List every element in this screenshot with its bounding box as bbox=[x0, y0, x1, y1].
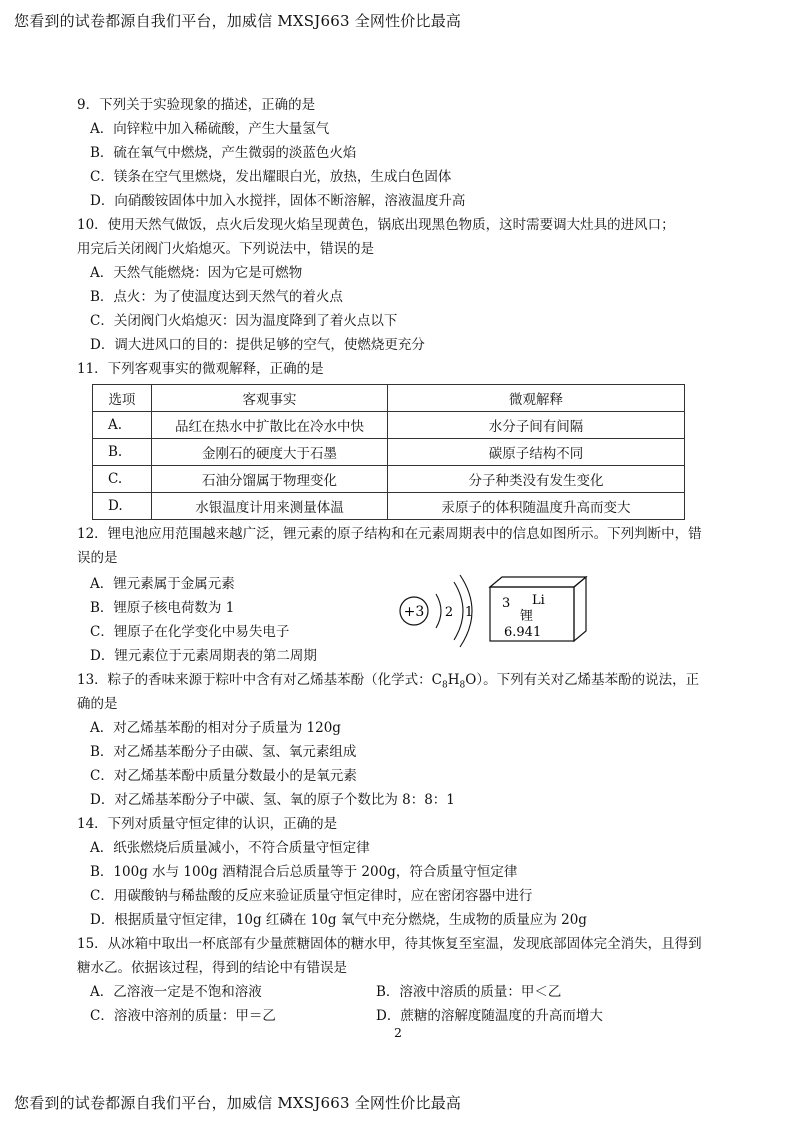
table-cell: 品红在热水中扩散比在冷水中快 bbox=[151, 412, 387, 439]
shell-electron-count: 2 bbox=[444, 605, 454, 620]
q13-option-a: A．对乙烯基苯酚的相对分子质量为 120g bbox=[90, 720, 341, 736]
table-header-row bbox=[93, 385, 685, 412]
atomic-number: 3 bbox=[502, 596, 511, 611]
q10-option-c: C．关闭阀门火焰熄灭：因为温度降到了着火点以下 bbox=[90, 313, 398, 329]
q11-stem: 11．下列客观事实的微观解释，正确的是 bbox=[77, 361, 324, 377]
q12-option-d: D．锂元素位于元素周期表的第二周期 bbox=[90, 648, 317, 664]
table-header: 微观解释 bbox=[388, 385, 685, 412]
table-header: 客观事实 bbox=[151, 385, 387, 412]
q14-option-d: D．根据质量守恒定律，10g 红磷在 10g 氧气中充分燃烧，生成物的质量应为 20g bbox=[90, 912, 587, 928]
q14-option-c: C．用碳酸钠与稀盐酸的反应来验证质量守恒定律时，应在密闭容器中进行 bbox=[90, 888, 533, 904]
q12-option-b: B．锂原子核电荷数为 1 bbox=[90, 600, 235, 616]
table-cell: 水分子间有间隔 bbox=[388, 412, 685, 439]
q10-option-a: A．天然气能燃烧：因为它是可燃物 bbox=[90, 265, 303, 281]
cube-side-face bbox=[574, 577, 586, 641]
q15-stem-line1: 15．从冰箱中取出一杯底部有少量蔗糖固体的糖水甲，待其恢复至室温，发现底部固体完全消失，且得到 bbox=[77, 936, 702, 952]
table-header: 选项 bbox=[93, 385, 152, 412]
table-row bbox=[93, 439, 685, 466]
table-cell: 水银温度计用来测量体温 bbox=[151, 493, 387, 520]
promo-banner-bottom: 您看到的试卷都源自我们平台，加威信 MXSJ663 全网性价比最高 bbox=[14, 1094, 462, 1112]
table-cell: 金刚石的硬度大于石墨 bbox=[151, 439, 387, 466]
element-symbol: Li bbox=[532, 593, 545, 608]
table-cell: B. bbox=[93, 439, 152, 466]
lithium-atom-structure-diagram bbox=[396, 572, 486, 652]
q13-stem-text-a: 13．粽子的香味来源于粽叶中含有对乙烯基苯酚（化学式：C bbox=[77, 672, 443, 688]
promo-banner-top: 您看到的试卷都源自我们平台，加威信 MXSJ663 全网性价比最高 bbox=[14, 12, 462, 30]
q15-option-c: C．溶液中溶剂的质量：甲＝乙 bbox=[90, 1008, 276, 1024]
nucleus-charge: +3 bbox=[403, 604, 425, 620]
q13-option-d: D．对乙烯基苯酚分子中碳、氢、氧的原子个数比为 8：8：1 bbox=[90, 792, 455, 808]
q12-stem-line2: 误的是 bbox=[77, 550, 118, 566]
q14-stem: 14．下列对质量守恒定律的认识，正确的是 bbox=[77, 816, 338, 832]
q9-stem: 9．下列关于实验现象的描述，正确的是 bbox=[77, 97, 316, 113]
table-cell: D. bbox=[93, 493, 152, 520]
formula-subscript: 8 bbox=[459, 680, 466, 691]
table-cell: 汞原子的体积随温度升高而变大 bbox=[388, 493, 685, 520]
q11-table bbox=[92, 384, 685, 520]
cube-top-face bbox=[490, 577, 586, 587]
q12-option-a: A．锂元素属于金属元素 bbox=[90, 576, 235, 592]
table-cell: 碳原子结构不同 bbox=[388, 439, 685, 466]
q15-option-a: A．乙溶液一定是不饱和溶液 bbox=[90, 984, 262, 1000]
q10-option-d: D．调大进风口的目的：提供足够的空气，使燃烧更充分 bbox=[90, 337, 425, 353]
table-row bbox=[93, 493, 685, 520]
q10-option-b: B．点火：为了使温度达到天然气的着火点 bbox=[90, 289, 343, 305]
q10-stem-line1: 10．使用天然气做饭，点火后发现火焰呈现黄色，锅底出现黑色物质，这时需要调大灶具的进风口； bbox=[77, 217, 675, 233]
table-row bbox=[93, 412, 685, 439]
q13-stem-line2: 确的是 bbox=[77, 696, 118, 712]
formula-subscript: 8 bbox=[442, 680, 448, 691]
q9-option-a: A．向锌粒中加入稀硫酸，产生大量氢气 bbox=[90, 121, 330, 137]
atomic-mass: 6.941 bbox=[504, 625, 542, 640]
q15-option-d: D．蔗糖的溶解度随温度的升高而增大 bbox=[376, 1008, 603, 1024]
formula-element: H bbox=[447, 672, 460, 688]
q9-option-c: C．镁条在空气里燃烧，发出耀眼白光，放热，生成白色固体 bbox=[90, 169, 452, 185]
q15-stem-line2: 糖水乙。依据该过程，得到的结论中有错误是 bbox=[77, 960, 347, 976]
q13-option-c: C．对乙烯基苯酚中质量分数最小的是氧元素 bbox=[90, 768, 357, 784]
table-row bbox=[93, 466, 685, 493]
q14-option-a: A．纸张燃烧后质量减小，不符合质量守恒定律 bbox=[90, 840, 370, 856]
q13-stem-text-b: O）。下列有关对乙烯基苯酚的说法，正 bbox=[465, 672, 700, 688]
table-cell: C. bbox=[93, 466, 152, 493]
electron-shell-arc bbox=[436, 594, 441, 628]
q13-stem-line1 bbox=[77, 670, 699, 696]
q12-option-c: C．锂原子在化学变化中易失电子 bbox=[90, 624, 290, 640]
periodic-table-cell-lithium bbox=[488, 575, 588, 643]
table-cell: A. bbox=[93, 412, 152, 439]
q13-option-b: B．对乙烯基苯酚分子由碳、氢、氧元素组成 bbox=[90, 744, 357, 760]
table-cell: 石油分馏属于物理变化 bbox=[151, 466, 387, 493]
shell-electron-count: 1 bbox=[464, 605, 474, 620]
q14-option-b: B．100g 水与 100g 酒精混合后总质量等于 200g，符合质量守恒定律 bbox=[90, 864, 518, 880]
q9-option-d: D．向硝酸铵固体中加入水搅拌，固体不断溶解，溶液温度升高 bbox=[90, 193, 466, 209]
element-name: 锂 bbox=[520, 609, 534, 624]
table-cell: 分子种类没有发生变化 bbox=[388, 466, 685, 493]
page-number: 2 bbox=[394, 1025, 402, 1040]
electron-shell-arc bbox=[454, 582, 463, 640]
q12-stem-line1: 12．锂电池应用范围越来越广泛，锂元素的原子结构和在元素周期表中的信息如图所示。下列判断中，错 bbox=[77, 526, 702, 542]
q10-stem-line2: 用完后关闭阀门火焰熄灭。下列说法中，错误的是 bbox=[77, 241, 374, 257]
q15-option-b: B．溶液中溶质的质量：甲＜乙 bbox=[376, 984, 562, 1000]
q9-option-b: B．硫在氧气中燃烧，产生微弱的淡蓝色火焰 bbox=[90, 145, 357, 161]
